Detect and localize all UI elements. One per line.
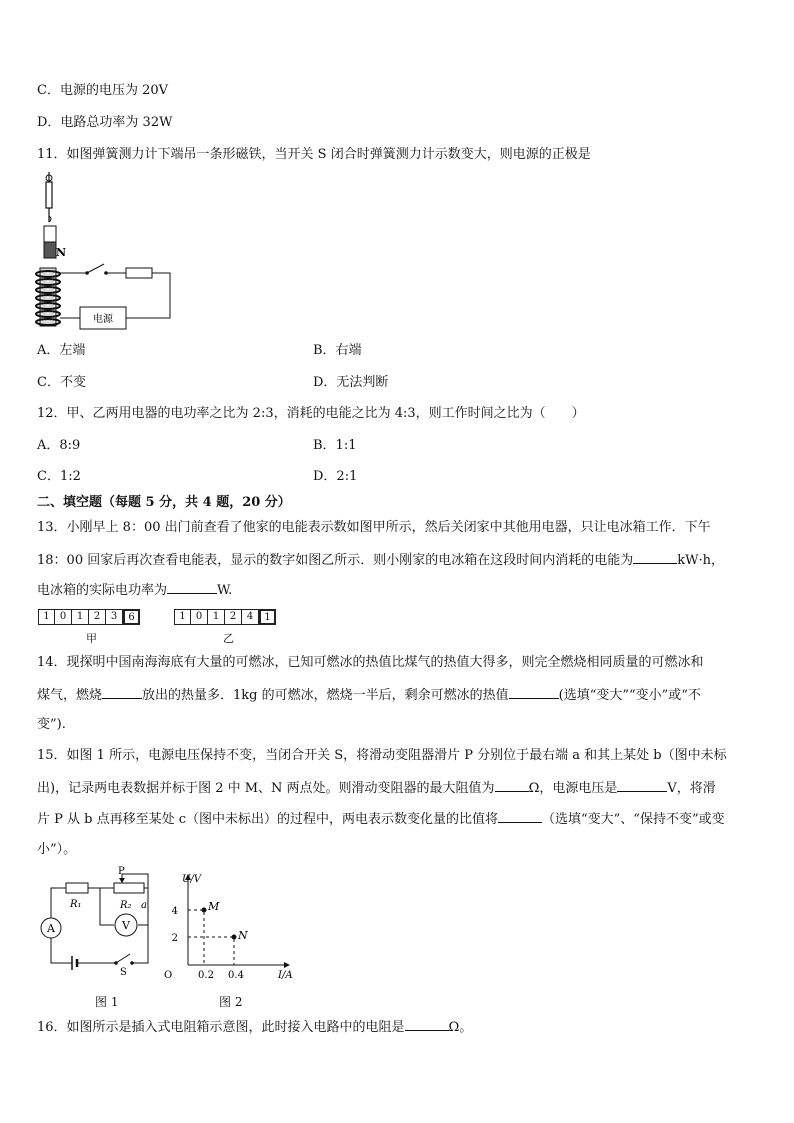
meter-digit: 0	[191, 609, 208, 625]
meter-digit: 2	[89, 609, 106, 625]
magnet-n-label: N	[56, 246, 67, 259]
svg-text:P: P	[118, 866, 125, 877]
svg-text:4: 4	[171, 906, 178, 917]
answer-blank[interactable]	[509, 686, 559, 699]
q16-unit: Ω。	[448, 1020, 473, 1035]
switch-s	[116, 954, 130, 963]
answer-blank[interactable]	[167, 581, 217, 594]
svg-text:I/A: I/A	[278, 970, 293, 981]
q14-text: 放出的热量多．1kg 的可燃冰，燃烧一半后，剩余可燃冰的热值	[142, 688, 509, 703]
q15-line2	[37, 779, 716, 798]
svg-text:R₁: R₁	[70, 899, 82, 910]
q15-line4: 小”）。	[37, 842, 77, 857]
q15-figure-2	[160, 868, 300, 981]
svg-text:R₂: R₂	[120, 900, 132, 911]
point-m	[202, 908, 207, 913]
answer-blank[interactable]	[495, 779, 529, 792]
svg-text:2: 2	[171, 933, 178, 944]
resistor-r1	[66, 883, 88, 893]
q13-line1: 13．小刚早上 8：00 出门前查看了他家的电能表示数如图甲所示，然后关闭家中其他用电器，只让电冰箱工作．下午	[37, 520, 711, 535]
q11-option-d: D．无法判断	[313, 375, 389, 390]
svg-text:S: S	[120, 967, 127, 978]
q15-text: 出)，记录两电表数据并标于图 2 中 M、N 两点处。则滑动变阻器的最大阻值为	[37, 781, 495, 796]
q12-stem: 12．甲、乙两用电器的电功率之比为 2:3，消耗的电能之比为 4:3，则工作时间之比为（ ）	[37, 406, 585, 421]
figure-1-caption: 图 1	[95, 995, 119, 1009]
meter-digit: 1	[72, 609, 89, 625]
meter-digit: 1	[259, 609, 276, 625]
meter-jia	[38, 609, 140, 625]
q14-line2	[37, 686, 701, 705]
q10-option-c: C．电源的电压为 20V	[37, 83, 169, 98]
meter-digit: 1	[174, 609, 191, 625]
q15-text: Ω，电源电压是	[528, 781, 618, 796]
q13-unit: kW·h，	[677, 553, 724, 568]
q12-option-c: C．1:2	[37, 469, 81, 484]
q11-figure	[30, 170, 180, 330]
q14-line1: 14．现探明中国南海海底有大量的可燃冰，已知可燃冰的热值比煤气的热值大得多，则完全燃烧相同质量的可燃冰和	[37, 655, 704, 670]
q11-option-c: C．不变	[37, 375, 86, 390]
q13-line2	[37, 551, 724, 570]
svg-text:0.2: 0.2	[198, 970, 214, 981]
svg-text:0.4: 0.4	[228, 970, 244, 981]
q12-option-a: A．8:9	[37, 438, 81, 453]
answer-blank[interactable]	[498, 810, 542, 823]
power-supply-label: 电源	[93, 314, 113, 325]
svg-text:A: A	[47, 922, 55, 935]
svg-text:a: a	[141, 900, 147, 911]
figure-2-caption: 图 2	[219, 995, 243, 1009]
meter-digit: 3	[106, 609, 123, 625]
answer-blank[interactable]	[405, 1018, 449, 1031]
q13-text: 18：00 回家后再次查看电能表，显示的数字如图乙所示．则小刚家的电冰箱在这段时间内消耗的电能为	[37, 553, 634, 568]
resistor-r2	[114, 883, 144, 893]
meter-digit: 2	[225, 609, 242, 625]
q11-stem: 11．如图弹簧测力计下端吊一条形磁铁，当开关 S 闭合时弹簧测力计示数变大，则电源的正极是	[37, 147, 591, 162]
q13-unit: W.	[217, 583, 233, 598]
svg-text:O: O	[164, 970, 173, 981]
q15-text: V，将滑	[667, 781, 716, 796]
answer-blank[interactable]	[617, 779, 667, 792]
q15-text: （选填“变大”、“保持不变”或变	[542, 812, 725, 827]
switch-s	[87, 264, 104, 273]
q14-text: (选填“变大”“变小”或“不	[558, 688, 701, 703]
q15-figure-1	[36, 868, 156, 978]
answer-blank[interactable]	[102, 686, 142, 699]
q15-text: 片 P 从 b 点再移至某处 c（图中未标出）的过程中，两电表示数变化量的比值将	[37, 812, 499, 827]
section-title: 二、填空题（每题 5 分，共 4 题，20 分）	[37, 495, 291, 510]
svg-text:U/V: U/V	[182, 874, 202, 885]
svg-text:N: N	[238, 929, 248, 942]
q11-option-b: B．右端	[313, 343, 362, 358]
meter-yi-label: 乙	[223, 632, 234, 645]
q11-option-a: A．左端	[37, 343, 86, 358]
answer-blank[interactable]	[633, 551, 677, 564]
q13-text: 电冰箱的实际电功率为	[37, 583, 168, 598]
meter-jia-label: 甲	[86, 632, 97, 645]
meter-digit: 1	[208, 609, 225, 625]
meter-digit: 4	[242, 609, 259, 625]
meter-digit: 1	[38, 609, 55, 625]
resistor-icon	[126, 268, 152, 278]
q10-option-d: D．电路总功率为 32W	[37, 115, 173, 130]
svg-text:M: M	[208, 900, 220, 913]
q16-text: 16．如图所示是插入式电阻箱示意图，此时接入电路中的电阻是	[37, 1020, 405, 1035]
q15-line3	[37, 810, 725, 829]
meter-digit: 6	[123, 609, 140, 625]
q12-option-d: D．2:1	[313, 469, 358, 484]
q14-text: 煤气，燃烧	[37, 688, 103, 703]
q13-line3	[37, 581, 232, 600]
meter-digit: 0	[55, 609, 72, 625]
q16-stem	[37, 1018, 472, 1037]
svg-text:V: V	[122, 919, 130, 932]
meter-yi	[174, 609, 276, 625]
q15-line1: 15．如图 1 所示，电源电压保持不变，当闭合开关 S，将滑动变阻器滑片 P 分别位于最右端 a 和其上某处 b（图中未标	[37, 748, 727, 763]
q12-option-b: B．1:1	[313, 438, 357, 453]
q14-line3: 变”).	[37, 717, 66, 732]
point-n	[232, 935, 237, 940]
